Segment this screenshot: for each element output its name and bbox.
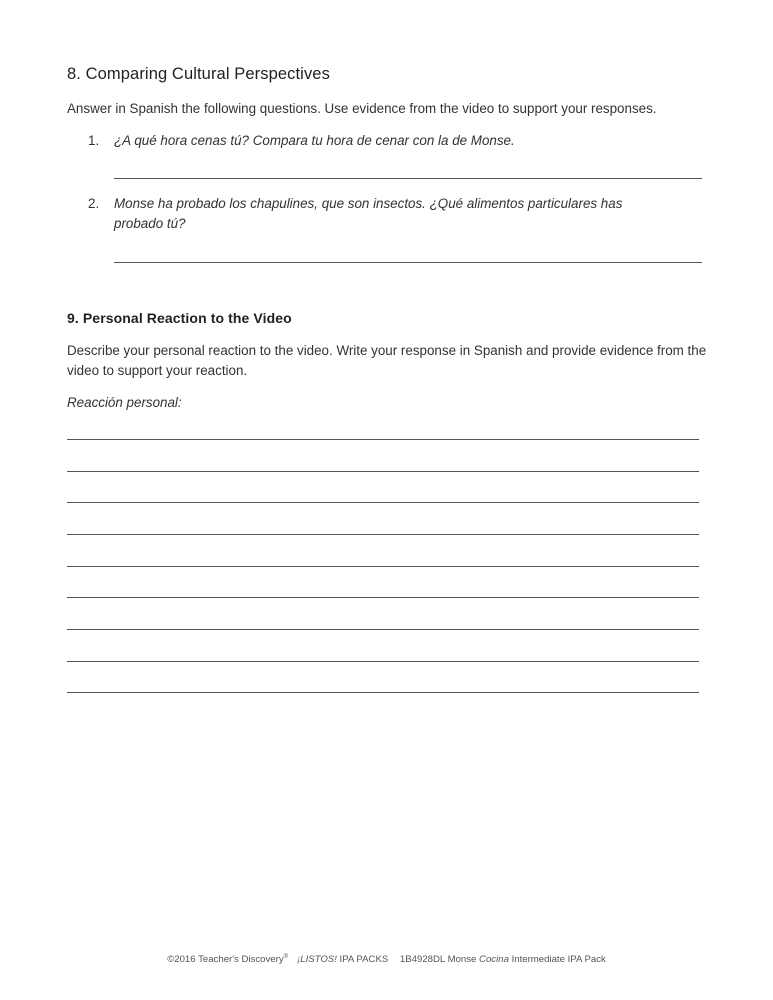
question-1-answer-line[interactable]: [114, 178, 702, 179]
question-1-text: ¿A qué hora cenas tú? Compara tu hora de cenar con la de Monse.: [114, 133, 515, 148]
footer-registered-mark: ®: [283, 954, 289, 960]
section-9-instructions: Describe your personal reaction to the video. Write your response in Spanish and provide evidence from the video to support your reaction.: [67, 343, 707, 378]
page-footer: [0, 954, 773, 965]
reaction-label: Reacción personal:: [67, 395, 182, 410]
reaction-answer-line[interactable]: [67, 661, 699, 662]
reaction-answer-line[interactable]: [67, 566, 699, 567]
reaction-answer-line[interactable]: [67, 534, 699, 535]
reaction-answer-line[interactable]: [67, 439, 699, 440]
footer-packs: IPA PACKS: [339, 954, 389, 966]
reaction-answer-line[interactable]: [67, 692, 699, 693]
section-8-instructions: Answer in Spanish the following questions. Use evidence from the video to support your responses.: [67, 101, 657, 116]
footer-title-italic: Cocina: [479, 954, 509, 966]
question-2-text: Monse ha probado los chapulines, que son insectos. ¿Qué alimentos particulares has probado tú?: [114, 196, 623, 231]
footer-series: ¡LISTOS!: [297, 954, 337, 966]
question-2-number: 2.: [88, 196, 100, 211]
section-9-title: 9. Personal Reaction to the Video: [67, 310, 292, 326]
footer-code: 1B4928DL Monse: [399, 954, 477, 966]
reaction-answer-line[interactable]: [67, 502, 699, 503]
reaction-answer-line[interactable]: [67, 629, 699, 630]
section-8-title: 8. Comparing Cultural Perspectives: [67, 65, 330, 83]
reaction-answer-line[interactable]: [67, 471, 699, 472]
question-2-answer-line[interactable]: [114, 262, 702, 263]
reaction-answer-line[interactable]: [67, 597, 699, 598]
footer-copyright: ©2016 Teacher's Discovery: [167, 954, 284, 966]
question-1-number: 1.: [88, 133, 100, 148]
footer-suffix: Intermediate IPA Pack: [511, 954, 606, 966]
